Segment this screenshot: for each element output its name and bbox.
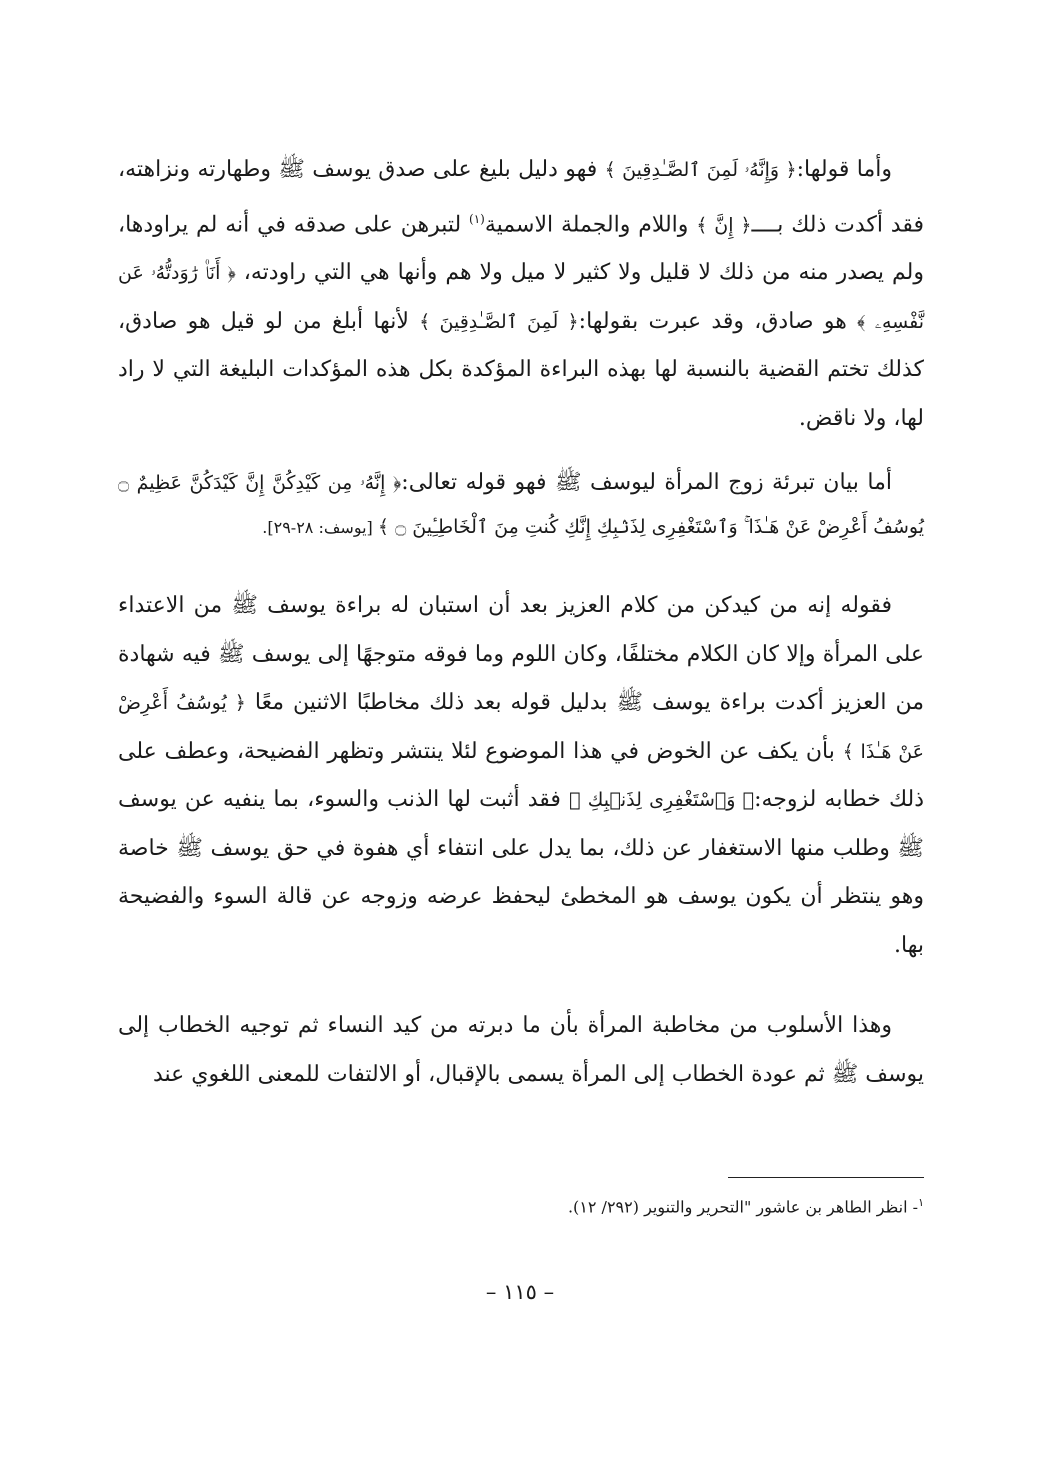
footnote: [118, 1188, 924, 1222]
verse-reference: [يوسف: ٢٨-٢٩].: [262, 518, 378, 537]
paragraph-4-text: [118, 1002, 924, 1099]
text-run: بأن يكف عن الخوض في هذا الموضوع لئلا ينتشر وتظهر الفضيحة، وعطف على ذلك خطابه لزوجه:: [118, 738, 925, 812]
quran-verse: ﴿ لَمِنَ ٱلصَّـٰدِقِينَ ﴾: [419, 310, 579, 333]
text-run: فقوله إنه من كيدكن من كلام العزيز بعد أن استبان له براءة يوسف ﷺ من الاعتداء على المرأة وإلا كان الكلام مختلفًا، وكان اللوم وما فوقه متوجهًا إلى يوسف ﷺ فيه شهادة من العزيز أكدت براءة يوسف ﷺ بدليل قوله بعد ذلك مخاطبًا الاثنين معًا: [118, 593, 924, 715]
paragraph-3-text: [118, 582, 924, 970]
quran-verse: ﴿ وَٱسْتَغْفِرِى لِذَنۢبِكِ ﴾: [569, 789, 755, 811]
text-run: واللام والجملة الاسمية: [484, 211, 697, 237]
paragraph-1: [118, 146, 924, 443]
paragraph-2: [118, 461, 924, 550]
text-run: لتبرهن على صدقه في أنه لم يراودها، ولم يصدر منه من ذلك لا قليل ولا كثير لا ميل ولا هم وأنها هي التي راودته،: [118, 211, 924, 286]
paragraph-2-text: [118, 461, 924, 550]
paragraph-4: [118, 1002, 924, 1099]
footnote-divider: [728, 1177, 924, 1178]
quran-verse: ﴿ يُوسُفُ أَعْرِضْ عَنْ هَـٰذَا ﴾: [118, 692, 924, 763]
quran-verse: ﴿ وَإِنَّهُۥ لَمِنَ ٱلصَّـٰدِقِينَ ﴾: [604, 159, 797, 181]
footnote-marker[interactable]: (١): [469, 211, 485, 226]
quran-verse: ﴿ أَنَا۠ رَٰوَدتُّهُۥ عَن نَّفْسِهِۦ ﴾: [118, 262, 924, 333]
text-run: هو صادق، وقد عبرت بقولها:: [578, 308, 858, 334]
text-run: وأما قولها:: [796, 157, 893, 182]
text-run: لأنها أبلغ من لو قيل هو صادق، كذلك تختم القضية بالنسبة لها بهذه البراءة المؤكدة بكل هذه المؤكدات البليغة التي لا راد لها، ولا ناقض.: [118, 308, 925, 431]
paragraph-1-text: [118, 146, 924, 443]
text-run: فهو دليل بليغ على صدق يوسف ﷺ وطهارته ونزاهته، فقد أكدت ذلك بــــ: [118, 157, 924, 237]
footnote-number: ١: [918, 1196, 924, 1209]
text-run: وهذا الأسلوب من مخاطبة المرأة بأن ما دبرته من كيد النساء ثم توجيه الخطاب إلى يوسف ﷺ ثم عودة الخطاب إلى المرأة يسمى بالإقبال، أو الالتفات للمعنى اللغوي عند: [118, 1013, 924, 1087]
page-number: – ١١٥ –: [485, 1280, 555, 1304]
text-run: أما بيان تبرئة زوج المرأة ليوسف ﷺ فهو قوله تعالى:: [401, 470, 892, 495]
text-run: فقد أثبت لها الذنب والسوء، بما ينفيه عن يوسف ﷺ وطلب منها الاستغفار عن ذلك، بما يدل على انتفاء أي هفوة في حق يوسف ﷺ خاصة وهو ينتظر أن يكون يوسف هو المخطئ ليحفظ عرضه وزوجه عن قالة السوء والفضيحة بها.: [118, 787, 924, 958]
footnote-text: - انظر الطاهر بن عاشور "التحرير والتنوير (٢٩٢/ ١٢).: [567, 1197, 919, 1217]
paragraph-3: [118, 582, 924, 970]
quran-verse: ﴿ إِنَّهُۥ مِن كَيْدِكُنَّ إِنَّ كَيْدَكُنَّ عَظِيمٌ ۝ يُوسُفُ أَعْرِضْ عَنْ هَـٰذَا ۚ وَٱسْتَغْفِرِى لِذَنۢبِكِ إِنَّكِ كُنتِ مِنَ ٱلْخَاطِـِٔينَ ۝ ﴾: [118, 472, 924, 538]
quran-verse: ﴿ إِنَّ ﴾: [696, 213, 752, 236]
